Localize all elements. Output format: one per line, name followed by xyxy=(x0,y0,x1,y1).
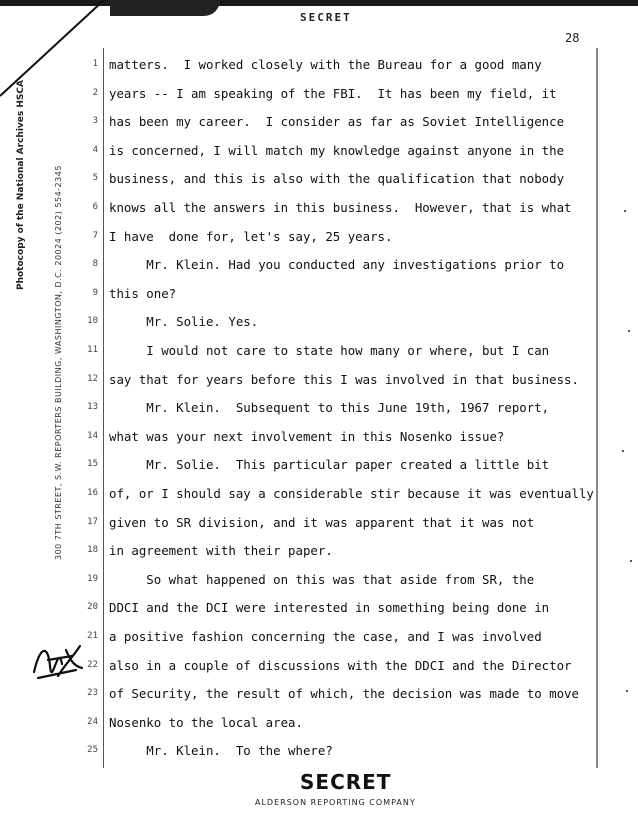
transcript-line xyxy=(0,257,638,277)
line-number: 8 xyxy=(92,259,98,270)
line-text: Mr. Klein. To the where? xyxy=(109,743,333,759)
line-number: 4 xyxy=(92,144,98,155)
scan-speck xyxy=(622,450,624,452)
transcript-line xyxy=(0,572,638,592)
line-text: I have done for, let's say, 25 years. xyxy=(109,228,393,244)
line-text: of, or I should say a considerable stir because it was eventually xyxy=(109,486,594,501)
line-text: DDCI and the DCI were interested in something being done in xyxy=(109,600,550,616)
scan-speck xyxy=(630,560,632,562)
line-text: Mr. Klein. Subsequent to this June 19th, 1967 report, xyxy=(109,400,550,416)
transcript-line xyxy=(0,314,638,334)
transcript-line xyxy=(0,515,638,535)
reporting-company: ALDERSON REPORTING COMPANY xyxy=(255,798,416,807)
line-number: 2 xyxy=(92,87,98,98)
line-number: 14 xyxy=(87,430,98,441)
line-number: 21 xyxy=(87,631,98,641)
transcript-line xyxy=(0,229,638,249)
transcript-line xyxy=(0,686,638,706)
transcript-line xyxy=(0,372,638,392)
line-number: 7 xyxy=(92,230,98,241)
line-number: 19 xyxy=(87,573,98,584)
transcript-line xyxy=(0,429,638,449)
line-text: say that for years before this I was involved in that business. xyxy=(109,371,579,387)
line-text: has been my career. I consider as far as Soviet Intelligence xyxy=(109,114,565,130)
scan-speck xyxy=(626,690,628,692)
line-number: 1 xyxy=(92,59,98,69)
page-number: 28 xyxy=(565,31,580,45)
line-number: 10 xyxy=(87,316,98,327)
line-text: given to SR division, and it was apparent that it was not xyxy=(109,514,535,530)
line-number: 15 xyxy=(87,459,98,470)
transcript-line xyxy=(0,200,638,220)
line-text: years -- I am speaking of the FBI. It has been my field, it xyxy=(109,85,557,101)
transcript-line xyxy=(0,600,638,620)
line-number: 24 xyxy=(87,716,98,727)
transcript-line xyxy=(0,171,638,191)
line-text: Mr. Solie. Yes. xyxy=(109,314,259,330)
line-text: Mr. Klein. Had you conducted any investigations prior to xyxy=(109,257,565,273)
line-number: 6 xyxy=(92,202,98,212)
transcript-line xyxy=(0,629,638,649)
line-text: business, and this is also with the qualification that nobody xyxy=(109,171,565,187)
transcript-line xyxy=(0,743,638,763)
line-text: in agreement with their paper. xyxy=(109,543,333,559)
transcript-line xyxy=(0,343,638,363)
line-text: of Security, the result of which, the decision was made to move xyxy=(109,686,579,702)
transcript-line xyxy=(0,486,638,506)
line-text: Nosenko to the local area. xyxy=(109,714,303,730)
line-text: is concerned, I will match my knowledge against anyone in the xyxy=(109,142,565,158)
line-text: So what happened on this was that aside from SR, the xyxy=(109,571,535,587)
top-classification-mark: SECRET xyxy=(300,11,352,24)
transcript-line xyxy=(0,543,638,563)
line-number: 11 xyxy=(87,345,98,355)
transcript-line xyxy=(0,57,638,77)
line-number: 22 xyxy=(87,659,98,670)
transcript-line xyxy=(0,658,638,678)
transcript-line xyxy=(0,400,638,420)
classification-stamp: SECRET xyxy=(300,770,392,794)
line-number: 5 xyxy=(92,173,98,184)
transcript-line xyxy=(0,86,638,106)
line-number: 3 xyxy=(92,116,98,127)
line-text: what was your next involvement in this Nosenko issue? xyxy=(109,428,505,444)
line-number: 16 xyxy=(87,488,98,498)
line-text: I would not care to state how many or where, but I can xyxy=(109,343,550,358)
line-number: 20 xyxy=(87,602,98,613)
line-number: 25 xyxy=(87,745,98,756)
transcript-line xyxy=(0,143,638,163)
line-number: 23 xyxy=(87,688,98,699)
archive-stamp: Photocopy of the National Archives HSCA xyxy=(16,80,26,290)
line-number: 12 xyxy=(87,373,98,384)
line-text: also in a couple of discussions with the DDCI and the Director xyxy=(109,657,572,673)
line-text: a positive fashion concerning the case, and I was involved xyxy=(109,629,542,644)
transcript-line xyxy=(0,457,638,477)
line-number: 13 xyxy=(87,402,98,413)
scan-smudge xyxy=(110,0,220,16)
line-text: matters. I worked closely with the Bureau for a good many xyxy=(109,57,542,72)
line-text: knows all the answers in this business. However, that is what xyxy=(109,200,572,215)
transcript-line xyxy=(0,715,638,735)
transcript-line xyxy=(0,286,638,306)
scan-speck xyxy=(624,210,626,212)
reporter-address: 300 7TH STREET, S.W. REPORTERS BUILDING, WASHINGTON, D.C. 20024 (202) 554-2345 xyxy=(54,165,63,560)
line-text: this one? xyxy=(109,285,177,301)
line-number: 17 xyxy=(87,516,98,527)
handwritten-initials-mark xyxy=(28,636,86,684)
line-number: 9 xyxy=(92,287,98,298)
transcript-line xyxy=(0,114,638,134)
line-text: Mr. Solie. This particular paper created a little bit xyxy=(109,457,550,473)
scan-speck xyxy=(628,330,630,332)
line-number: 18 xyxy=(87,545,98,556)
